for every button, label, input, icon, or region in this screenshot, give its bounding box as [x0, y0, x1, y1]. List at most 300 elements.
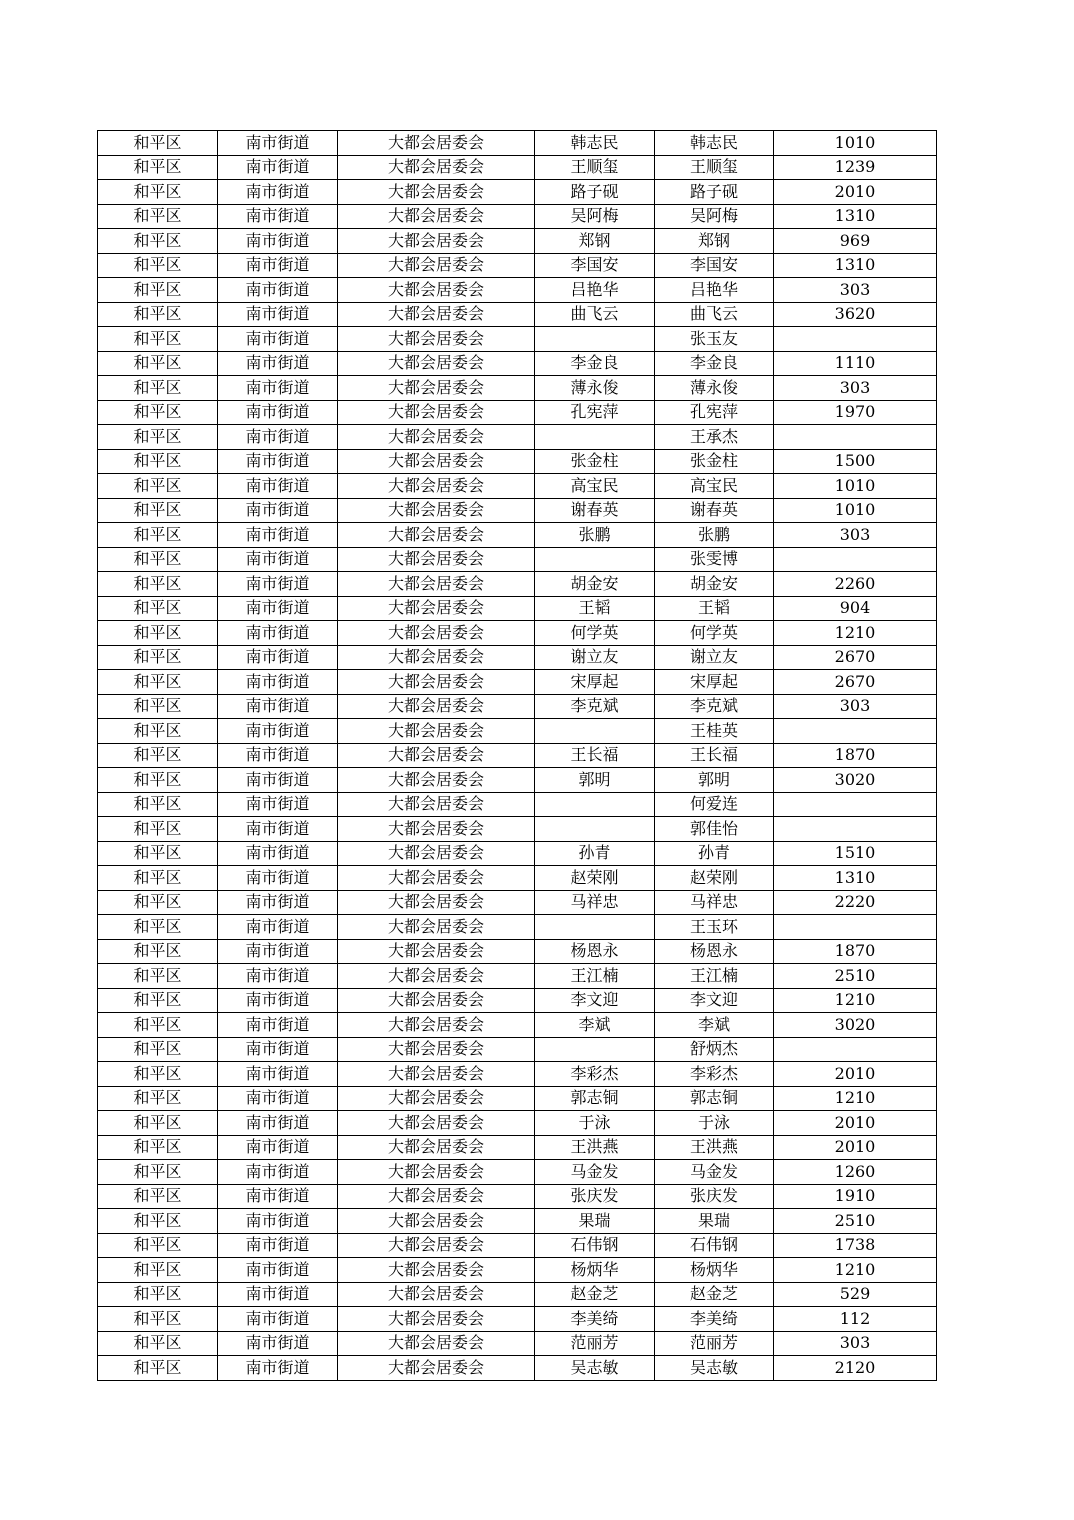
district-cell: 和平区	[98, 131, 218, 156]
amount-cell: 3020	[774, 768, 937, 793]
name-cell	[535, 547, 655, 572]
table-row	[98, 278, 937, 303]
table-row	[98, 890, 937, 915]
street-cell: 南市街道	[218, 841, 338, 866]
name-cell: 马金发	[535, 1160, 655, 1185]
name-cell: 李国安	[535, 253, 655, 278]
committee-cell: 大都会居委会	[338, 817, 535, 842]
street-cell: 南市街道	[218, 768, 338, 793]
name-cell: 李金良	[535, 351, 655, 376]
district-cell: 和平区	[98, 988, 218, 1013]
member-name-cell: 杨恩永	[655, 939, 774, 964]
name-cell	[535, 327, 655, 352]
street-cell: 南市街道	[218, 743, 338, 768]
table-row	[98, 449, 937, 474]
street-cell: 南市街道	[218, 351, 338, 376]
district-cell: 和平区	[98, 1356, 218, 1381]
district-cell: 和平区	[98, 596, 218, 621]
name-cell	[535, 1037, 655, 1062]
street-cell: 南市街道	[218, 278, 338, 303]
district-cell: 和平区	[98, 474, 218, 499]
district-cell: 和平区	[98, 1086, 218, 1111]
amount-cell: 2010	[774, 180, 937, 205]
committee-cell: 大都会居委会	[338, 670, 535, 695]
name-cell	[535, 915, 655, 940]
street-cell: 南市街道	[218, 253, 338, 278]
district-cell: 和平区	[98, 1233, 218, 1258]
district-cell: 和平区	[98, 866, 218, 891]
name-cell: 王韬	[535, 596, 655, 621]
amount-cell: 1010	[774, 131, 937, 156]
name-cell: 李斌	[535, 1013, 655, 1038]
member-name-cell: 李彩杰	[655, 1062, 774, 1087]
district-cell: 和平区	[98, 425, 218, 450]
amount-cell: 303	[774, 278, 937, 303]
table-row	[98, 1356, 937, 1381]
committee-cell: 大都会居委会	[338, 621, 535, 646]
amount-cell: 2670	[774, 645, 937, 670]
member-name-cell: 范丽芳	[655, 1331, 774, 1356]
district-cell: 和平区	[98, 547, 218, 572]
amount-cell: 1210	[774, 621, 937, 646]
amount-cell	[774, 1037, 937, 1062]
district-cell: 和平区	[98, 180, 218, 205]
table-row	[98, 1062, 937, 1087]
member-name-cell: 胡金安	[655, 572, 774, 597]
street-cell: 南市街道	[218, 1013, 338, 1038]
member-name-cell: 舒炳杰	[655, 1037, 774, 1062]
member-name-cell: 郑钢	[655, 229, 774, 254]
table-row	[98, 155, 937, 180]
committee-cell: 大都会居委会	[338, 204, 535, 229]
committee-cell: 大都会居委会	[338, 964, 535, 989]
member-name-cell: 吕艳华	[655, 278, 774, 303]
street-cell: 南市街道	[218, 474, 338, 499]
street-cell: 南市街道	[218, 523, 338, 548]
table-row	[98, 1233, 937, 1258]
district-cell: 和平区	[98, 204, 218, 229]
member-name-cell: 王桂英	[655, 719, 774, 744]
amount-cell: 969	[774, 229, 937, 254]
member-name-cell: 何学英	[655, 621, 774, 646]
committee-cell: 大都会居委会	[338, 547, 535, 572]
member-name-cell: 王韬	[655, 596, 774, 621]
committee-cell: 大都会居委会	[338, 474, 535, 499]
committee-cell: 大都会居委会	[338, 1111, 535, 1136]
committee-cell: 大都会居委会	[338, 841, 535, 866]
district-cell: 和平区	[98, 253, 218, 278]
committee-cell: 大都会居委会	[338, 1331, 535, 1356]
member-name-cell: 李国安	[655, 253, 774, 278]
street-cell: 南市街道	[218, 449, 338, 474]
member-name-cell: 王顺玺	[655, 155, 774, 180]
amount-cell: 1738	[774, 1233, 937, 1258]
name-cell: 李文迎	[535, 988, 655, 1013]
amount-cell: 1970	[774, 400, 937, 425]
name-cell: 李美绮	[535, 1307, 655, 1332]
table-row	[98, 1111, 937, 1136]
table-row	[98, 915, 937, 940]
district-cell: 和平区	[98, 572, 218, 597]
district-cell: 和平区	[98, 817, 218, 842]
committee-cell: 大都会居委会	[338, 1356, 535, 1381]
street-cell: 南市街道	[218, 425, 338, 450]
street-cell: 南市街道	[218, 817, 338, 842]
street-cell: 南市街道	[218, 719, 338, 744]
amount-cell	[774, 792, 937, 817]
member-name-cell: 孙青	[655, 841, 774, 866]
table-row	[98, 743, 937, 768]
district-cell: 和平区	[98, 768, 218, 793]
amount-cell: 3020	[774, 1013, 937, 1038]
district-cell: 和平区	[98, 1037, 218, 1062]
district-cell: 和平区	[98, 719, 218, 744]
street-cell: 南市街道	[218, 890, 338, 915]
name-cell: 薄永俊	[535, 376, 655, 401]
amount-cell: 1310	[774, 204, 937, 229]
district-cell: 和平区	[98, 1258, 218, 1283]
table-row	[98, 547, 937, 572]
street-cell: 南市街道	[218, 1331, 338, 1356]
committee-cell: 大都会居委会	[338, 1282, 535, 1307]
member-name-cell: 郭志铜	[655, 1086, 774, 1111]
name-cell: 杨恩永	[535, 939, 655, 964]
amount-cell	[774, 547, 937, 572]
member-name-cell: 赵荣刚	[655, 866, 774, 891]
table-row	[98, 302, 937, 327]
street-cell: 南市街道	[218, 1037, 338, 1062]
table-row	[98, 376, 937, 401]
street-cell: 南市街道	[218, 400, 338, 425]
member-name-cell: 郭明	[655, 768, 774, 793]
district-cell: 和平区	[98, 400, 218, 425]
table-row	[98, 964, 937, 989]
table-row	[98, 1282, 937, 1307]
name-cell: 谢立友	[535, 645, 655, 670]
name-cell: 果瑞	[535, 1209, 655, 1234]
name-cell: 郑钢	[535, 229, 655, 254]
table-row	[98, 498, 937, 523]
committee-cell: 大都会居委会	[338, 1013, 535, 1038]
committee-cell: 大都会居委会	[338, 449, 535, 474]
amount-cell: 303	[774, 523, 937, 548]
table-row	[98, 1160, 937, 1185]
amount-cell: 2120	[774, 1356, 937, 1381]
name-cell: 范丽芳	[535, 1331, 655, 1356]
district-cell: 和平区	[98, 229, 218, 254]
street-cell: 南市街道	[218, 988, 338, 1013]
amount-cell: 2220	[774, 890, 937, 915]
table-row	[98, 596, 937, 621]
member-name-cell: 何爱连	[655, 792, 774, 817]
committee-cell: 大都会居委会	[338, 1209, 535, 1234]
member-name-cell: 李文迎	[655, 988, 774, 1013]
committee-cell: 大都会居委会	[338, 768, 535, 793]
name-cell	[535, 792, 655, 817]
street-cell: 南市街道	[218, 1160, 338, 1185]
amount-cell: 2670	[774, 670, 937, 695]
amount-cell: 303	[774, 1331, 937, 1356]
amount-cell: 112	[774, 1307, 937, 1332]
member-name-cell: 李金良	[655, 351, 774, 376]
member-name-cell: 马祥忠	[655, 890, 774, 915]
district-cell: 和平区	[98, 351, 218, 376]
street-cell: 南市街道	[218, 204, 338, 229]
amount-cell: 2010	[774, 1135, 937, 1160]
table-row	[98, 180, 937, 205]
member-name-cell: 石伟钢	[655, 1233, 774, 1258]
committee-cell: 大都会居委会	[338, 1086, 535, 1111]
table-row	[98, 572, 937, 597]
district-cell: 和平区	[98, 743, 218, 768]
member-name-cell: 王承杰	[655, 425, 774, 450]
amount-cell: 1510	[774, 841, 937, 866]
name-cell: 赵金芝	[535, 1282, 655, 1307]
member-name-cell: 果瑞	[655, 1209, 774, 1234]
name-cell: 王顺玺	[535, 155, 655, 180]
name-cell: 张金柱	[535, 449, 655, 474]
member-name-cell: 孔宪萍	[655, 400, 774, 425]
district-cell: 和平区	[98, 964, 218, 989]
table-row	[98, 1037, 937, 1062]
committee-cell: 大都会居委会	[338, 229, 535, 254]
street-cell: 南市街道	[218, 302, 338, 327]
district-cell: 和平区	[98, 155, 218, 180]
data-table	[97, 130, 937, 1381]
district-cell: 和平区	[98, 1111, 218, 1136]
name-cell: 张庆发	[535, 1184, 655, 1209]
district-cell: 和平区	[98, 1331, 218, 1356]
street-cell: 南市街道	[218, 1209, 338, 1234]
street-cell: 南市街道	[218, 694, 338, 719]
amount-cell: 1260	[774, 1160, 937, 1185]
table-row	[98, 645, 937, 670]
district-cell: 和平区	[98, 376, 218, 401]
street-cell: 南市街道	[218, 1258, 338, 1283]
amount-cell: 1010	[774, 474, 937, 499]
table-row	[98, 229, 937, 254]
committee-cell: 大都会居委会	[338, 939, 535, 964]
amount-cell	[774, 327, 937, 352]
committee-cell: 大都会居委会	[338, 1258, 535, 1283]
street-cell: 南市街道	[218, 327, 338, 352]
name-cell	[535, 817, 655, 842]
name-cell	[535, 425, 655, 450]
name-cell	[535, 719, 655, 744]
table-row	[98, 351, 937, 376]
committee-cell: 大都会居委会	[338, 866, 535, 891]
amount-cell: 2010	[774, 1111, 937, 1136]
amount-cell: 303	[774, 376, 937, 401]
street-cell: 南市街道	[218, 572, 338, 597]
district-cell: 和平区	[98, 302, 218, 327]
member-name-cell: 李斌	[655, 1013, 774, 1038]
table-row	[98, 1209, 937, 1234]
member-name-cell: 赵金芝	[655, 1282, 774, 1307]
amount-cell	[774, 719, 937, 744]
street-cell: 南市街道	[218, 621, 338, 646]
street-cell: 南市街道	[218, 1062, 338, 1087]
street-cell: 南市街道	[218, 498, 338, 523]
amount-cell: 303	[774, 694, 937, 719]
table-row	[98, 866, 937, 891]
member-name-cell: 王洪燕	[655, 1135, 774, 1160]
street-cell: 南市街道	[218, 596, 338, 621]
street-cell: 南市街道	[218, 1356, 338, 1381]
committee-cell: 大都会居委会	[338, 327, 535, 352]
committee-cell: 大都会居委会	[338, 425, 535, 450]
amount-cell: 1310	[774, 253, 937, 278]
amount-cell: 1210	[774, 1086, 937, 1111]
member-name-cell: 于泳	[655, 1111, 774, 1136]
district-cell: 和平区	[98, 1013, 218, 1038]
name-cell: 马祥忠	[535, 890, 655, 915]
table-row	[98, 253, 937, 278]
name-cell: 郭志铜	[535, 1086, 655, 1111]
table-row	[98, 1086, 937, 1111]
amount-cell: 1870	[774, 939, 937, 964]
table-row	[98, 768, 937, 793]
district-cell: 和平区	[98, 1135, 218, 1160]
amount-cell: 1910	[774, 1184, 937, 1209]
committee-cell: 大都会居委会	[338, 498, 535, 523]
committee-cell: 大都会居委会	[338, 1160, 535, 1185]
amount-cell: 1010	[774, 498, 937, 523]
name-cell: 曲飞云	[535, 302, 655, 327]
street-cell: 南市街道	[218, 131, 338, 156]
committee-cell: 大都会居委会	[338, 792, 535, 817]
member-name-cell: 李美绮	[655, 1307, 774, 1332]
name-cell: 谢春英	[535, 498, 655, 523]
amount-cell: 904	[774, 596, 937, 621]
name-cell: 张鹏	[535, 523, 655, 548]
district-cell: 和平区	[98, 1282, 218, 1307]
street-cell: 南市街道	[218, 155, 338, 180]
committee-cell: 大都会居委会	[338, 1184, 535, 1209]
street-cell: 南市街道	[218, 645, 338, 670]
amount-cell: 2510	[774, 1209, 937, 1234]
table-row	[98, 1013, 937, 1038]
amount-cell: 2010	[774, 1062, 937, 1087]
member-name-cell: 张雯博	[655, 547, 774, 572]
member-name-cell: 王玉环	[655, 915, 774, 940]
name-cell: 吕艳华	[535, 278, 655, 303]
committee-cell: 大都会居委会	[338, 1233, 535, 1258]
name-cell: 郭明	[535, 768, 655, 793]
committee-cell: 大都会居委会	[338, 523, 535, 548]
name-cell: 石伟钢	[535, 1233, 655, 1258]
member-name-cell: 李克斌	[655, 694, 774, 719]
table-row	[98, 400, 937, 425]
name-cell: 高宝民	[535, 474, 655, 499]
committee-cell: 大都会居委会	[338, 302, 535, 327]
amount-cell: 3620	[774, 302, 937, 327]
member-name-cell: 曲飞云	[655, 302, 774, 327]
name-cell: 吴志敏	[535, 1356, 655, 1381]
member-name-cell: 薄永俊	[655, 376, 774, 401]
committee-cell: 大都会居委会	[338, 645, 535, 670]
district-cell: 和平区	[98, 939, 218, 964]
street-cell: 南市街道	[218, 1086, 338, 1111]
district-cell: 和平区	[98, 670, 218, 695]
district-cell: 和平区	[98, 523, 218, 548]
street-cell: 南市街道	[218, 376, 338, 401]
amount-cell: 1870	[774, 743, 937, 768]
member-name-cell: 吴阿梅	[655, 204, 774, 229]
table-row	[98, 817, 937, 842]
table-body	[98, 131, 937, 1381]
committee-cell: 大都会居委会	[338, 988, 535, 1013]
committee-cell: 大都会居委会	[338, 155, 535, 180]
table-row	[98, 327, 937, 352]
district-cell: 和平区	[98, 498, 218, 523]
street-cell: 南市街道	[218, 964, 338, 989]
table-row	[98, 939, 937, 964]
street-cell: 南市街道	[218, 792, 338, 817]
street-cell: 南市街道	[218, 670, 338, 695]
district-cell: 和平区	[98, 327, 218, 352]
member-name-cell: 王长福	[655, 743, 774, 768]
amount-cell: 2510	[774, 964, 937, 989]
committee-cell: 大都会居委会	[338, 596, 535, 621]
committee-cell: 大都会居委会	[338, 1037, 535, 1062]
amount-cell: 1310	[774, 866, 937, 891]
committee-cell: 大都会居委会	[338, 1135, 535, 1160]
name-cell: 路子砚	[535, 180, 655, 205]
committee-cell: 大都会居委会	[338, 351, 535, 376]
name-cell: 杨炳华	[535, 1258, 655, 1283]
committee-cell: 大都会居委会	[338, 131, 535, 156]
district-cell: 和平区	[98, 792, 218, 817]
committee-cell: 大都会居委会	[338, 1062, 535, 1087]
district-cell: 和平区	[98, 1209, 218, 1234]
street-cell: 南市街道	[218, 1282, 338, 1307]
district-cell: 和平区	[98, 694, 218, 719]
name-cell: 吴阿梅	[535, 204, 655, 229]
name-cell: 于泳	[535, 1111, 655, 1136]
member-name-cell: 张金柱	[655, 449, 774, 474]
table-row	[98, 425, 937, 450]
amount-cell: 1210	[774, 988, 937, 1013]
committee-cell: 大都会居委会	[338, 180, 535, 205]
name-cell: 王长福	[535, 743, 655, 768]
table-row	[98, 131, 937, 156]
name-cell: 何学英	[535, 621, 655, 646]
district-cell: 和平区	[98, 449, 218, 474]
committee-cell: 大都会居委会	[338, 376, 535, 401]
table-row	[98, 670, 937, 695]
committee-cell: 大都会居委会	[338, 278, 535, 303]
street-cell: 南市街道	[218, 915, 338, 940]
member-name-cell: 吴志敏	[655, 1356, 774, 1381]
table-row	[98, 474, 937, 499]
committee-cell: 大都会居委会	[338, 572, 535, 597]
committee-cell: 大都会居委会	[338, 719, 535, 744]
name-cell: 王洪燕	[535, 1135, 655, 1160]
name-cell: 孙青	[535, 841, 655, 866]
member-name-cell: 路子砚	[655, 180, 774, 205]
name-cell: 胡金安	[535, 572, 655, 597]
committee-cell: 大都会居委会	[338, 694, 535, 719]
street-cell: 南市街道	[218, 1111, 338, 1136]
name-cell: 孔宪萍	[535, 400, 655, 425]
committee-cell: 大都会居委会	[338, 253, 535, 278]
member-name-cell: 杨炳华	[655, 1258, 774, 1283]
table-row	[98, 1184, 937, 1209]
committee-cell: 大都会居委会	[338, 743, 535, 768]
district-cell: 和平区	[98, 890, 218, 915]
street-cell: 南市街道	[218, 1184, 338, 1209]
